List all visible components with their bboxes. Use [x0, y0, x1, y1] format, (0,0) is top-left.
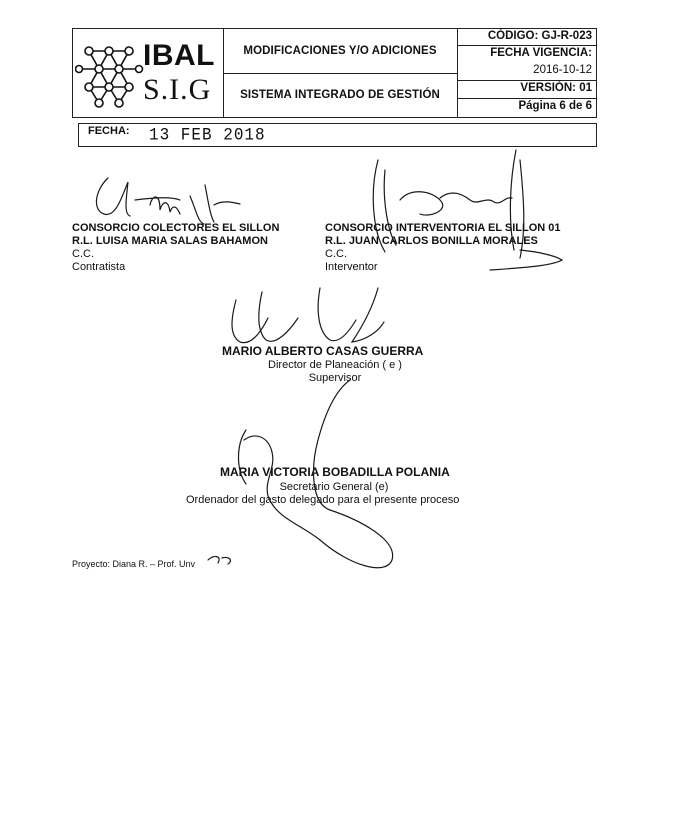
validity-value: 2016-10-12 [533, 64, 592, 76]
logo-brand: IBAL [143, 39, 215, 72]
contractor-company: CONSORCIO COLECTORES EL SILLON [72, 222, 280, 234]
footer-initials [208, 556, 230, 564]
auditor-id: C.C. [325, 248, 347, 260]
supervisor-name: MARIO ALBERTO CASAS GUERRA [222, 344, 424, 358]
supervisor-title: Supervisor [308, 372, 362, 384]
signature-contractor [96, 178, 240, 224]
ibal-molecule-logo [75, 29, 145, 117]
title-cell [223, 29, 458, 117]
date-stamp: 13 FEB 2018 [149, 125, 266, 145]
supervisor-role: Director de Planeación ( e ) [268, 359, 402, 371]
signature-auditor [373, 150, 562, 270]
meta-cell [457, 29, 596, 117]
document-title: MODIFICACIONES Y/O ADICIONES [223, 29, 457, 74]
contractor-role: Contratista [72, 261, 126, 273]
system-title: SISTEMA INTEGRADO DE GESTIÓN [240, 89, 440, 101]
secretary-title: Ordenador del gasto delegado para el presente proceso [186, 494, 460, 506]
code-label: CÓDIGO: GJ-R-023 [487, 30, 592, 42]
logo-system: S.I.G [143, 73, 212, 106]
prepared-by: Proyecto: Diana R. – Prof. Unv [72, 559, 196, 569]
auditor-role: Interventor [325, 261, 378, 273]
contractor-id: C.C. [72, 248, 94, 260]
auditor-company: CONSORCIO INTERVENTORIA EL SILLON 01 [325, 222, 561, 234]
secretary-name: MARIA VICTORIA BOBADILLA POLANIA [220, 465, 450, 479]
page-number: Página 6 de 6 [518, 100, 592, 112]
logo-cell [73, 29, 224, 117]
date-row [78, 123, 597, 147]
date-label: FECHA: [88, 125, 130, 137]
signature-supervisor [232, 288, 384, 343]
auditor-representative: R.L. JUAN CARLOS BONILLA MORALES [325, 235, 538, 247]
contractor-representative: R.L. LUISA MARIA SALAS BAHAMON [72, 235, 268, 247]
secretary-role: Secretario General (e) [279, 481, 389, 493]
version-label: VERSIÓN: 01 [520, 82, 592, 94]
document-header [72, 28, 597, 118]
validity-label: FECHA VIGENCIA: [490, 47, 592, 59]
